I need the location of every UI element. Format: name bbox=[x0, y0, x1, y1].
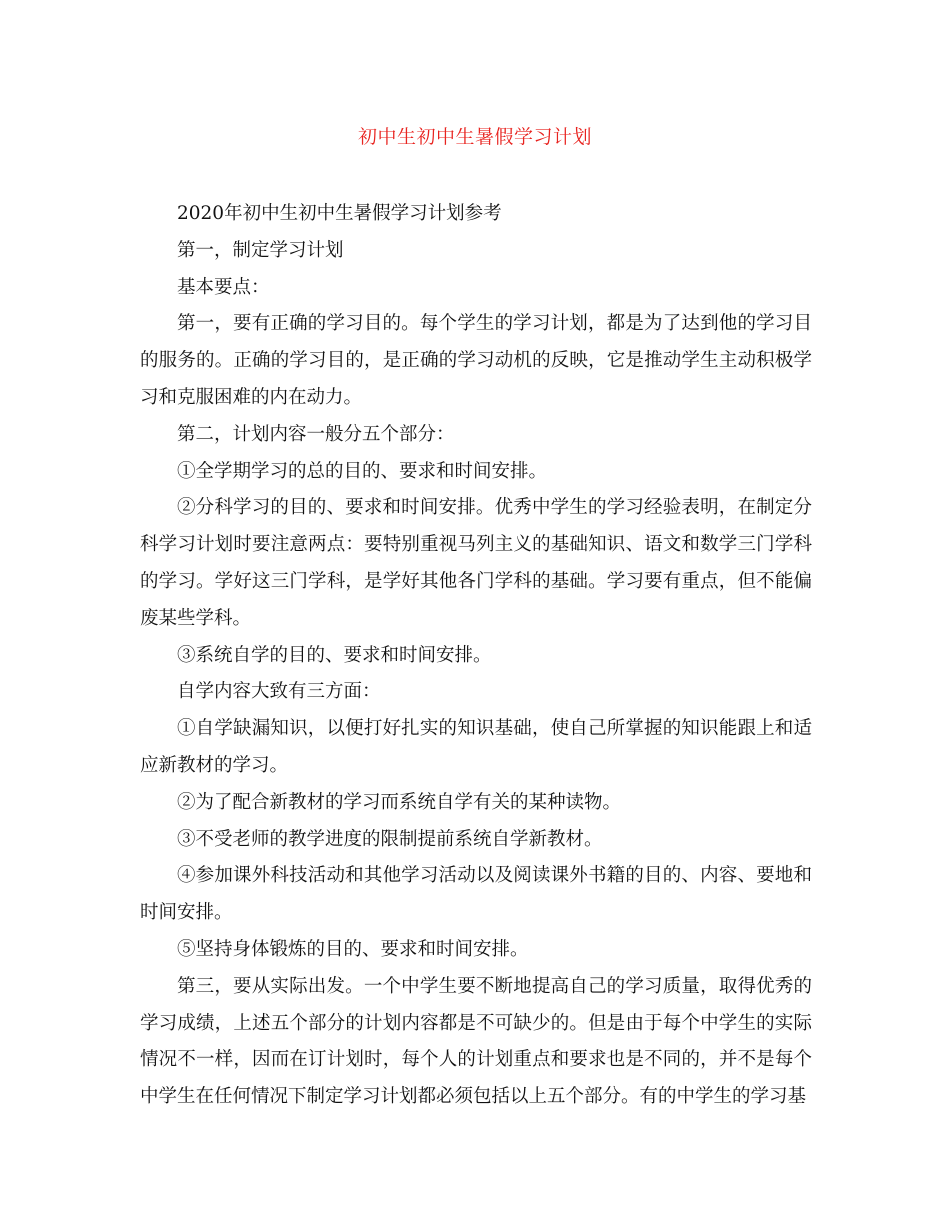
paragraph-item-1: ①全学期学习的总的目的、要求和时间安排。 bbox=[177, 460, 548, 482]
paragraph-self-study-intro: 自学内容大致有三方面： bbox=[177, 681, 381, 703]
paragraph-subtitle: 2020年初中生初中生暑假学习计划参考 bbox=[177, 203, 502, 224]
document-body bbox=[140, 196, 812, 1116]
paragraph-point-two: 第二，计划内容一般分五个部分： bbox=[177, 423, 455, 445]
paragraph-item-4: ④参加课外科技活动和其他学习活动以及阅读课外书籍的目的、内容、要地和时间安排。 bbox=[140, 865, 812, 924]
paragraph-basic-points: 基本要点： bbox=[177, 276, 270, 298]
paragraph-item-3: ③系统自学的目的、要求和时间安排。 bbox=[177, 644, 492, 666]
paragraph-self-study-1: ①自学缺漏知识，以便打好扎实的知识基础，使自己所掌握的知识能跟上和适应新教材的学习。 bbox=[140, 718, 812, 776]
paragraph-self-study-2: ②为了配合新教材的学习而系统自学有关的某种读物。 bbox=[177, 791, 622, 813]
paragraph-point-one: 第一，要有正确的学习目的。每个学生的学习计划，都是为了达到他的学习目的服务的。正确的学习目的，是正确的学习动机的反映，它是推动学生主动积极学习和克服困难的内在动力。 bbox=[140, 313, 812, 408]
paragraph-self-study-3: ③不受老师的教学进度的限制提前系统自学新教材。 bbox=[177, 828, 603, 850]
document-title: 初中生初中生暑假学习计划 bbox=[357, 126, 592, 148]
paragraph-item-5: ⑤坚持身体锻炼的目的、要求和时间安排。 bbox=[177, 938, 529, 960]
paragraph-section-one-heading: 第一，制定学习计划 bbox=[177, 239, 344, 261]
paragraph-point-three: 第三，要从实际出发。一个中学生要不断地提高自己的学习质量，取得优秀的学习成绩，上述五个部分的计划内容都是不可缺少的。但是由于每个中学生的实际情况不一样，因而在订计划时，每个人的计划重点和要求也是不同的，并不是每个中学生在任何情况下制定学习计划都必须包括以上五个部分。有的中学生的学习基 bbox=[140, 975, 812, 1108]
paragraph-item-2: ②分科学习的目的、要求和时间安排。优秀中学生的学习经验表明，在制定分科学习计划时要注意两点：要特别重视马列主义的基础知识、语文和数学三门学科的学习。学好这三门学科，是学好其他各门学科的基础。学习要有重点，但不能偏废某些学科。 bbox=[140, 497, 812, 629]
